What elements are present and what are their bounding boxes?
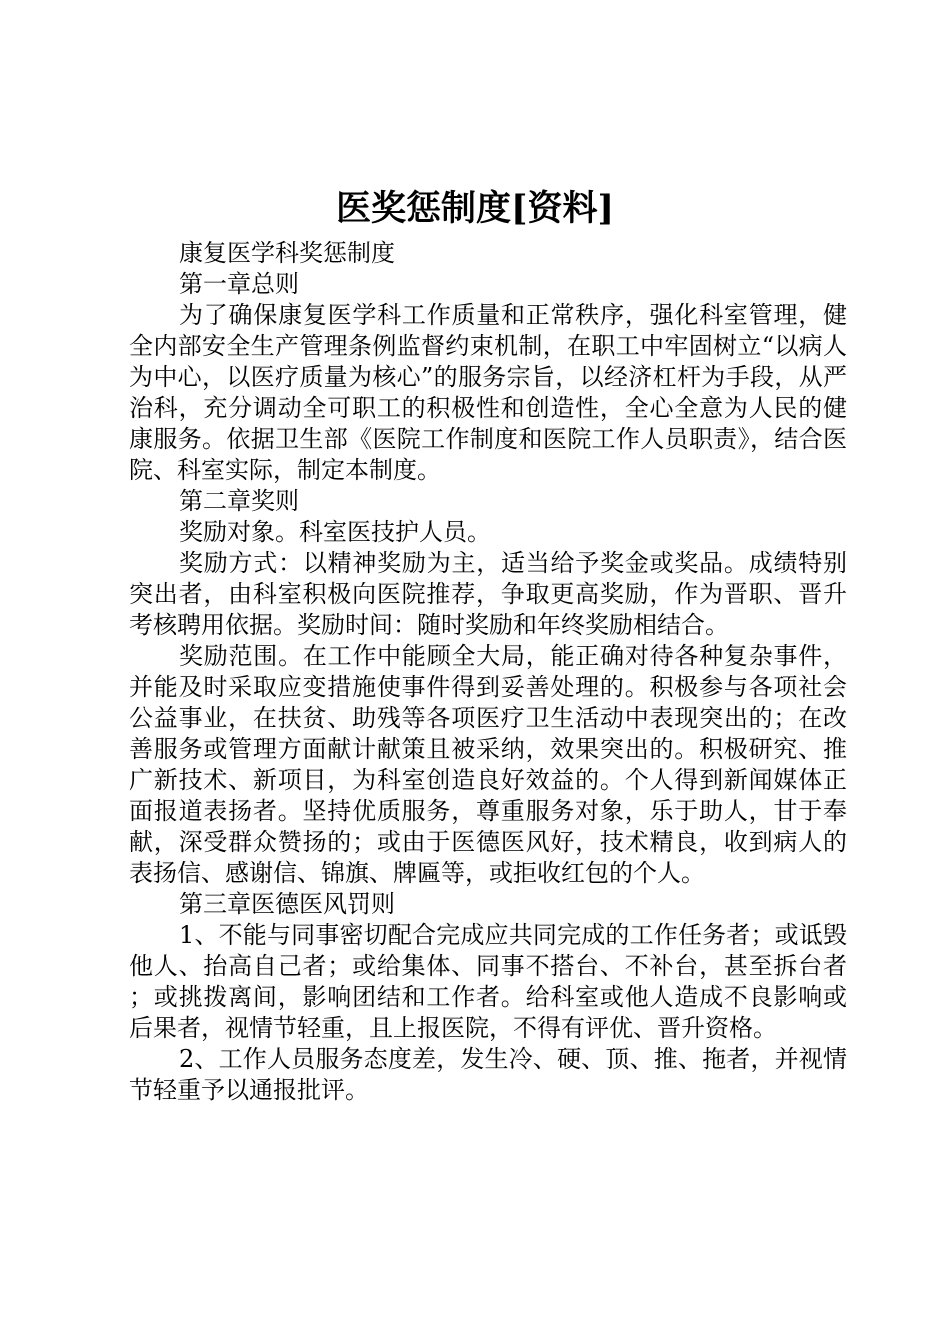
document-title: 医奖惩制度[资料] [335, 188, 615, 229]
chapter-heading: 第一章总则 [179, 270, 299, 298]
paragraph: 奖励范围。在工作中能顾全大局，能正确对待各种复杂事件，并能及时采取应变措施使事件得到妥善处理的。积极参与各项社会公益事业，在扶贫、助残等各项医疗卫生活动中表现突出的；在改善服务或管理方面献计献策且被采纳，效果突出的。积极研究、推广新技术、新项目，为科室创造良好效益的。个人得到新闻媒体正面报道表扬者。坚持优质服务，尊重服务对象，乐于助人，甘于奉献，深受群众赞扬的；或由于医德医风好，技术精良，收到病人的表扬信、感谢信、锦旗、牌匾等，或拒收红包的个人。 [129, 642, 847, 887]
paragraph: 1、不能与同事密切配合完成应共同完成的工作任务者；或诋毁他人、抬高自己者；或给集体、同事不搭台、不补台，甚至拆台者；或挑拨离间，影响团结和工作者。给科室或他人造成不良影响或后果者，视情节轻重，且上报医院，不得有评优、晋升资格。 [129, 921, 847, 1042]
paragraph: 为了确保康复医学科工作质量和正常秩序，强化科室管理，健全内部安全生产管理条例监督约束机制，在职工中牢固树立“以病人为中心，以医疗质量为核心”的服务宗旨，以经济杠杆为手段，从严治科，充分调动全可职工的积极性和创造性，全心全意为人民的健康服务。依据卫生部《医院工作制度和医院工作人员职责》，结合医院、科室实际，制定本制度。 [129, 301, 847, 484]
paragraph: 2、工作人员服务态度差，发生冷、硬、顶、推、拖者，并视情节轻重予以通报批评。 [129, 1045, 847, 1104]
chapter-heading: 第三章医德医风罚则 [179, 890, 395, 918]
paragraph: 奖励方式：以精神奖励为主，适当给予奖金或奖品。成绩特别突出者，由科室积极向医院推荐，争取更高奖励，作为晋职、晋升考核聘用依据。奖励时间：随时奖励和年终奖励相结合。 [129, 549, 847, 639]
document-subtitle: 康复医学科奖惩制度 [179, 239, 395, 267]
chapter-heading: 第二章奖则 [179, 487, 299, 515]
paragraph: 奖励对象。科室医技护人员。 [179, 518, 491, 546]
document-body [129, 238, 847, 1106]
